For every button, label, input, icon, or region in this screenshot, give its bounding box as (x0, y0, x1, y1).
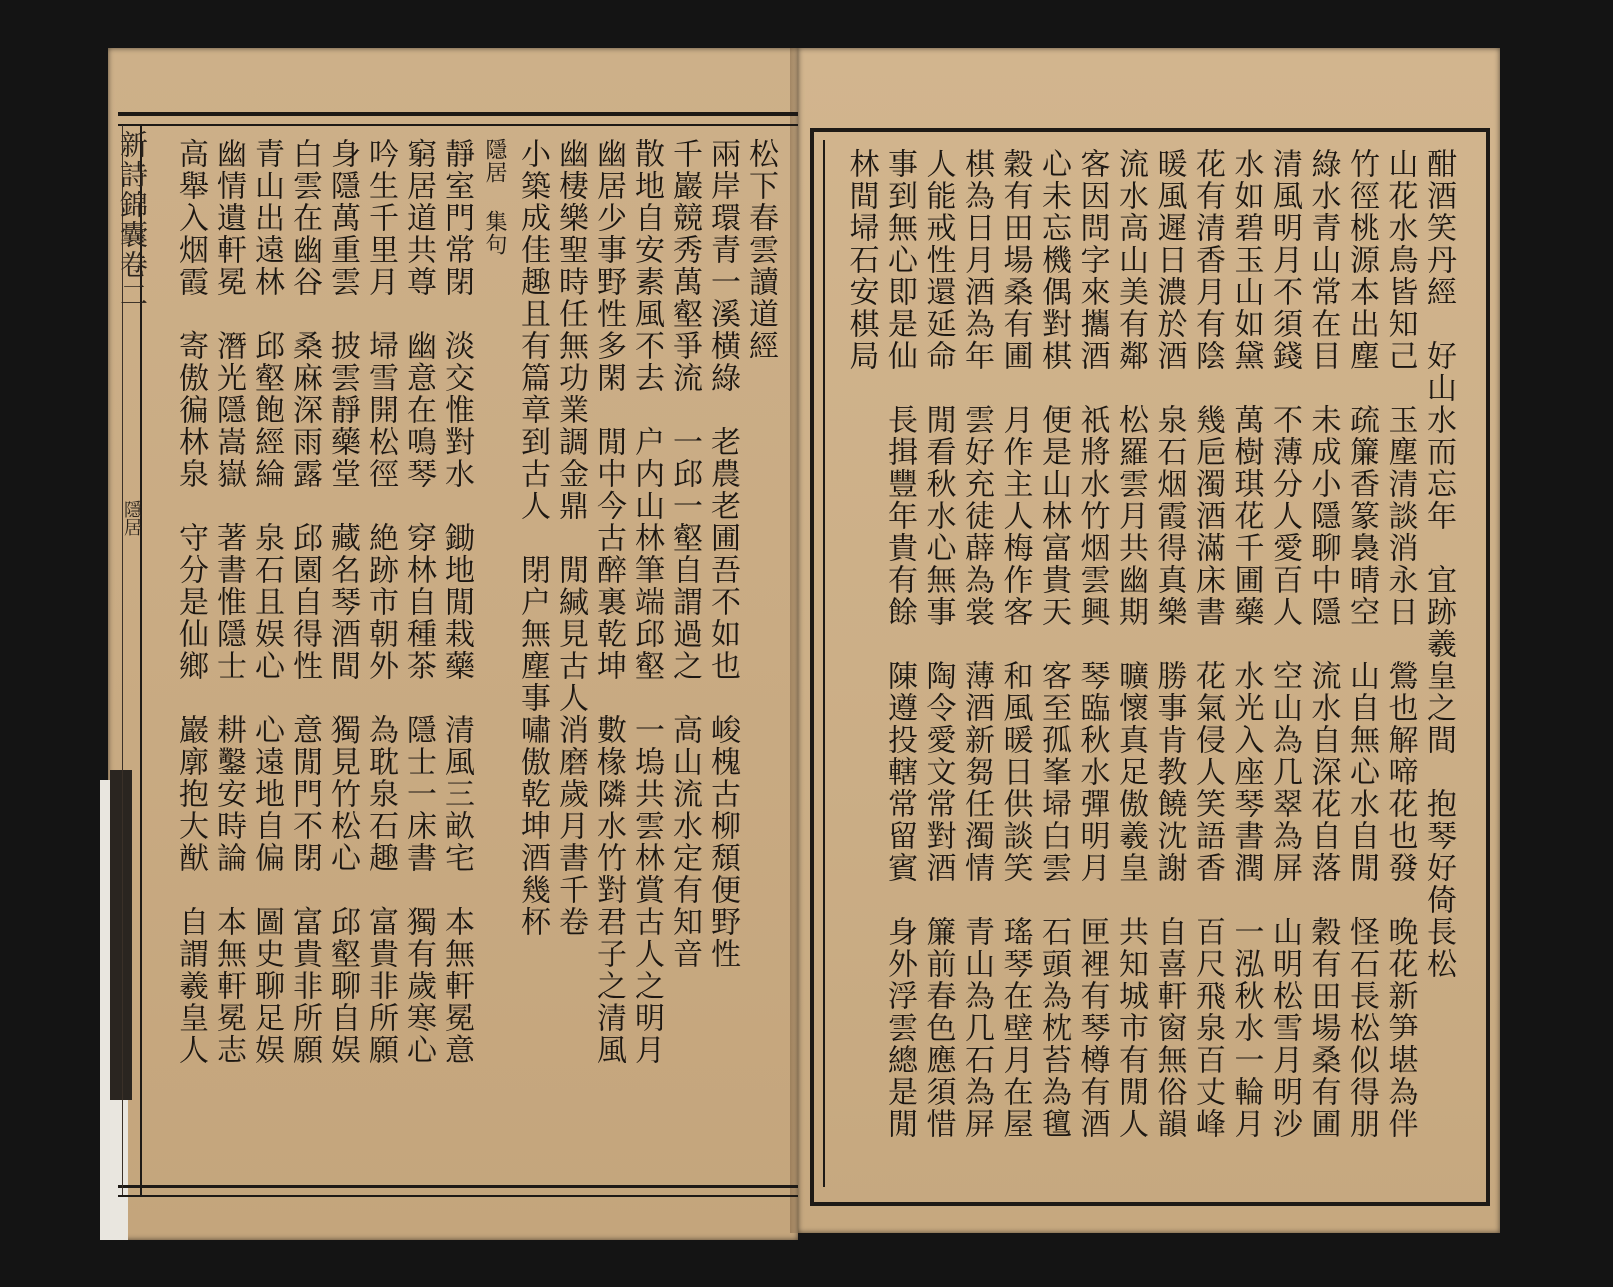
text-column: 隱居 集句 (482, 138, 507, 256)
text-column: 幽居少事野性多閑 閒中今古醉裏乾坤 數椽隣水竹對君子之清風 (591, 138, 626, 1066)
text-column: 穀有田場桑有圃 月作主人梅作客 和風暖日供談笑 瑤琴在壁月在屋 (997, 148, 1033, 1140)
text-column: 酣酒笑丹經 好山水而忘年 宜跡羲皇之間 抱琴好倚長松 (1421, 148, 1456, 980)
text-column: 流水高山美有鄰 松羅雲月共幽期 曠懷真足傲羲皇 共知城市有閒人 (1113, 148, 1148, 1140)
text-column: 千巖競秀萬壑爭流 一邱一壑自謂過之 高山流水定有知音 (667, 138, 702, 970)
text-column: 靜室門常閉 淡交惟對水 鋤地閒栽藥 清風三畝宅 本無軒冕意 (439, 138, 474, 1066)
text-column: 水如碧玉山如黛 萬樹琪花千圃藥 水光入座琴書潤 一泓秋水一輪月 (1228, 148, 1264, 1140)
text-column: 小築成佳趣且有篇章到古人 閉户無塵事嘯傲乾坤酒幾杯 (515, 138, 550, 938)
text-column: 青山出遠林 邱壑飽經綸 泉石且娱心 心遠地自偏 圖史聊足娱 (249, 138, 284, 1066)
spine-section: 隱居 (121, 500, 142, 536)
text-column: 事到無心即是仙 長揖豐年貴有餘 陳遵投轄常留賓 身外浮雲總是閒 (882, 148, 917, 1140)
text-column: 高舉入烟霞 寄傲徧林泉 守分是仙鄉 巖廓抱大猷 自謂羲皇人 (173, 138, 208, 1066)
text-column: 林間埽石安棋局 (843, 148, 879, 372)
stacked-page-edge (110, 770, 132, 1100)
left-bottom-border (118, 1185, 798, 1188)
left-top-border-inner (118, 124, 798, 126)
text-column: 兩岸環青一溪横綠 老農老圃吾不如也 峻槐古柳頹便野性 (705, 138, 740, 970)
text-column: 窮居道共尊 幽意在鳴琴 穿林自種茶 隱士一床書 獨有歲寒心 (401, 138, 436, 1066)
right-page-inner-rule (823, 140, 825, 1187)
left-bottom-border-inner (118, 1195, 798, 1197)
text-column: 清風明月不須錢 不薄分人愛百人 空山為几翠為屏 山明松雪月明沙 (1267, 148, 1302, 1140)
text-column: 吟生千里月 埽雪開松徑 絶跡市朝外 為耽泉石趣 富貴非所願 (363, 138, 398, 1066)
text-column: 幽情遺軒冕 潛光隱嵩嶽 著書惟隱士 耕鑿安時論 本無軒冕志 (211, 138, 246, 1066)
text-column: 松下春雲讀道經 (743, 138, 778, 362)
text-column: 花有清香月有陰 幾巵濁酒滿床書 花氣侵人笑語香 百尺飛泉百丈峰 (1190, 148, 1225, 1140)
text-column: 散地自安素風不去 户内山林筆端邱壑 一塢共雲林賞古人之明月 (629, 138, 664, 1066)
book-gutter (790, 48, 806, 1233)
text-column: 暖風遲日濃於酒 泉石烟霞得真樂 勝事肯教饒沈謝 自喜軒窗無俗韻 (1151, 148, 1187, 1140)
text-column: 綠水青山常在目 未成小隱聊中隱 流水自深花自落 穀有田場桑有圃 (1305, 148, 1341, 1140)
spine-title: 新詩錦囊卷二 (116, 130, 149, 310)
text-column: 心未忘機偶對棋 便是山林富貴天 客至孤峯埽白雲 石頭為枕苔為氊 (1036, 148, 1071, 1140)
text-column: 棋為日月酒為年 雲好充徒薜為裳 薄酒新芻任濁情 青山為几石為屏 (959, 148, 994, 1140)
text-column: 身隱萬重雲 披雲靜藥堂 藏名琴酒間 獨見竹松心 邱壑聊自娱 (325, 138, 360, 1066)
text-column: 人能戒性還延命 閒看秋水心無事 陶令愛文常對酒 簾前春色應須惜 (920, 148, 956, 1140)
text-column: 客因問字來攜酒 祇將水竹烟雲興 琴臨秋水彈明月 匣裡有琴樽有酒 (1074, 148, 1110, 1140)
text-column: 白雲在幽谷 桑麻深雨露 邱園自得性 意閒門不閉 富貴非所願 (287, 138, 322, 1066)
text-column: 山花水鳥皆知己 玉塵清談消永日 鶯也解啼花也發 晚花新笋堪為伴 (1382, 148, 1418, 1140)
text-column: 幽棲樂聖時任無功業調金鼎 閒緘見古人消磨歲月書千卷 (553, 138, 588, 938)
text-column: 竹徑桃源本出塵 疏簾香篆裊晴空 山自無心水自閒 怪石長松似得朋 (1344, 148, 1379, 1140)
left-top-border (118, 112, 798, 116)
